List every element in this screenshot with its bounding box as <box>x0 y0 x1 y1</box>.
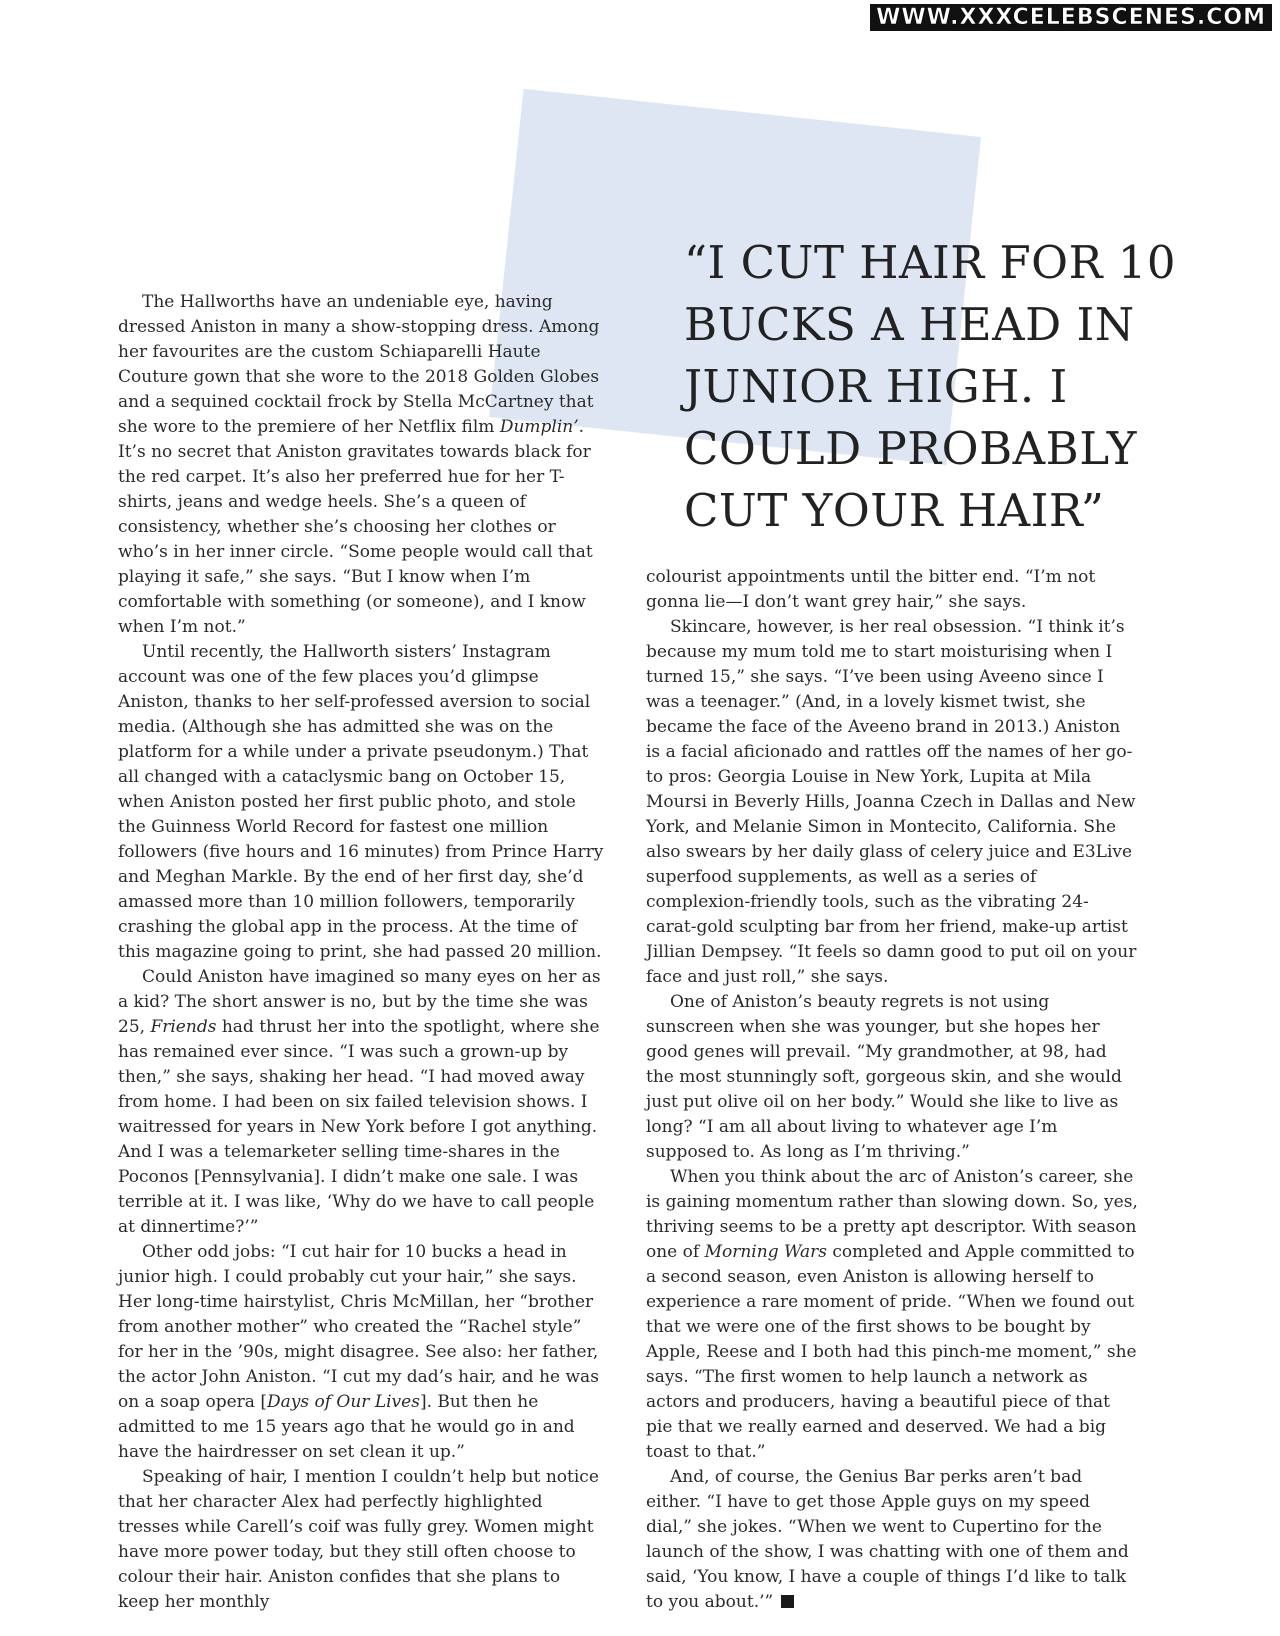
paragraph: colourist appointments until the bitter end. “I’m not gonna lie—I don’t want grey hair,” she says. <box>646 567 1096 612</box>
film-title: Dumplin’ <box>499 417 579 437</box>
show-title: Days of Our Lives <box>266 1392 420 1412</box>
paragraph: Could Aniston have imagined so many eyes on her as a kid? The short answer is no, but by the time she was 25, Friends had thrust her into the spotlight, where she has remained ever since. “I was such a grown-up by then,” she says, shaking her head. “I had moved away from home. I had been on six failed television shows. I waitressed for years in New York before I got anything. And I was a telemarketer selling time-shares in the Poconos [Pennsylvania]. I didn’t make one sale. I was terrible at it. I was like, ‘Why do we have to call people at dinnertime?’” <box>118 967 601 1237</box>
paragraph: Speaking of hair, I mention I couldn’t help but notice that her character Alex had perfectly highlighted tresses while Carell’s coif was fully grey. Women might have more power today, but they still often choose to colour their hair. Aniston confides that she plans to keep her monthly <box>118 1467 599 1612</box>
paragraph: One of Aniston’s beauty regrets is not using sunscreen when she was younger, but she hopes her good genes will prevail. “My grandmother, at 98, had the most stunningly soft, gorgeous skin, and she would just put olive oil on her body.” Would she like to live as long? “I am all about living to whatever age I’m supposed to. As long as I’m thriving.” <box>646 992 1122 1162</box>
pull-quote: “I CUT HAIR FOR 10 BUCKS A HEAD IN JUNIOR HIGH. I COULD PROBABLY CUT YOUR HAIR” <box>684 236 1177 537</box>
left-column <box>118 290 606 1615</box>
watermark: WWW.XXXCELEBSCENES.COM <box>870 4 1272 31</box>
end-of-article-mark <box>781 1595 794 1608</box>
show-title: Morning Wars <box>704 1242 827 1262</box>
right-column <box>646 565 1138 1615</box>
paragraph: Other odd jobs: “I cut hair for 10 bucks a head in junior high. I could probably cut your hair,” she says. Her long-time hairstylist, Chris McMillan, her “brother from another mother” who created the “Rachel style” for her in the ’90s, might disagree. See also: her father, the actor John Aniston. “I cut my dad’s hair, and he was on a soap opera [Days of Our Lives]. But then he admitted to me 15 years ago that he would go in and have the hairdresser on set clean it up.” <box>118 1242 599 1462</box>
show-title: Friends <box>150 1017 217 1037</box>
paragraph: The Hallworths have an undeniable eye, having dressed Aniston in many a show-stopping dress. Among her favourites are the custom Schiaparelli Haute Couture gown that she wore to the 2018 Golden Globes and a sequined cocktail frock by Stella McCartney that she wore to the premiere of her Netflix film Dumplin’. It’s no secret that Aniston gravitates towards black for the red carpet. It’s also her preferred hue for her T-shirts, jeans and wedge heels. She’s a queen of consistency, whether she’s choosing her clothes or who’s in her inner circle. “Some people would call that playing it safe,” she says. “But I know when I’m comfortable with something (or someone), and I know when I’m not.” <box>118 292 600 637</box>
paragraph: When you think about the arc of Aniston’s career, she is gaining momentum rather than slowing down. So, yes, thriving seems to be a pretty apt descriptor. With season one of Morning Wars completed and Apple committed to a second season, even Aniston is allowing herself to experience a rare moment of pride. “When we found out that we were one of the first shows to be bought by Apple, Reese and I both had this pinch-me moment,” she says. “The first women to help launch a network as actors and producers, having a beautiful piece of that pie that we really earned and deserved. We had a big toast to that.” <box>646 1167 1138 1462</box>
paragraph: Until recently, the Hallworth sisters’ Instagram account was one of the few places you’d glimpse Aniston, thanks to her self-professed aversion to social media. (Although she has admitted she was on the platform for a while under a private pseudonym.) That all changed with a cataclysmic bang on October 15, when Aniston posted her first public photo, and stole the Guinness World Record for fastest one million followers (five hours and 16 minutes) from Prince Harry and Meghan Markle. By the end of her first day, she’d amassed more than 10 million followers, temporarily crashing the global app in the process. At the time of this magazine going to print, she had passed 20 million. <box>118 642 604 962</box>
paragraph: Skincare, however, is her real obsession. “I think it’s because my mum told me to start moisturising when I turned 15,” she says. “I’ve been using Aveeno since I was a teenager.” (And, in a lovely kismet twist, she became the face of the Aveeno brand in 2013.) Aniston is a facial aficionado and rattles off the names of her go-to pros: Georgia Louise in New York, Lupita at Mila Moursi in Beverly Hills, Joanna Czech in Dallas and New York, and Melanie Simon in Montecito, California. She also swears by her daily glass of celery juice and E3Live superfood supplements, as well as a series of complexion-friendly tools, such as the vibrating 24-carat-gold sculpting bar from her friend, make-up artist Jillian Dempsey. “It feels so damn good to put oil on your face and just roll,” she says. <box>646 617 1137 987</box>
paragraph: And, of course, the Genius Bar perks aren’t bad either. “I have to get those Apple guys on my speed dial,” she jokes. “When we went to Cupertino for the launch of the show, I was chatting with one of them and said, ‘You know, I have a couple of things I’d like to talk to you about.’” <box>646 1467 1129 1612</box>
